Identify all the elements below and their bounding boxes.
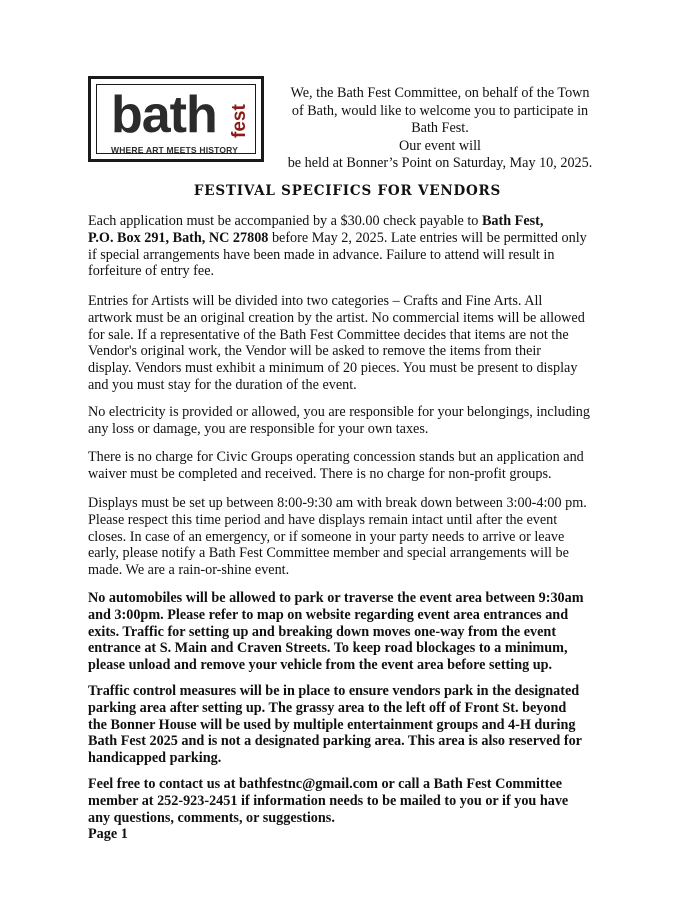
para-line: handicapped parking. — [88, 750, 222, 767]
para-line: artwork must be an original creation by the artist. No commercial items will be allowed — [88, 309, 585, 326]
para-line: please unload and remove your vehicle from the event area before setting up. — [88, 657, 553, 674]
payee-name: Bath Fest, — [481, 213, 544, 229]
welcome-intro — [276, 85, 604, 173]
logo-wordmark: bath — [111, 86, 217, 144]
para-line: for sale. If a representative of the Bath Fest Committee decides that items are not the — [88, 326, 569, 343]
intro-line: Bath Fest. — [411, 120, 469, 136]
paragraph-application-fee — [88, 213, 613, 280]
paragraph-electricity — [88, 404, 613, 438]
para-line: display. Vendors must exhibit a minimum of 20 pieces. You must be present to display — [88, 360, 578, 377]
para-line — [88, 230, 613, 247]
para-line: Entries for Artists will be divided into two categories – Crafts and Fine Arts. All — [88, 293, 543, 309]
mailing-address: P.O. Box 291, Bath, NC 27808 — [88, 229, 269, 246]
para-line: if special arrangements have been made in advance. Failure to attend will result in — [88, 246, 555, 263]
para-line: exits. Traffic for setting up and breaking down moves one-way from the event — [88, 623, 557, 640]
intro-line: We, the Bath Fest Committee, on behalf of the Town — [290, 85, 590, 101]
para-line: No electricity is provided or allowed, you are responsible for your belongings, including — [88, 404, 590, 420]
section-heading: FESTIVAL SPECIFICS FOR VENDORS — [193, 183, 502, 199]
logo-tagline: WHERE ART MEETS HISTORY — [111, 145, 239, 155]
para-line: entrance at S. Main and Craven Streets. To keep road blockages to a minimum, — [88, 640, 568, 657]
intro-line: be held at Bonner’s Point on Saturday, May 10, 2025. — [287, 155, 593, 171]
para-line: Vendor's original work, the Vendor will be asked to remove the items from their — [88, 343, 542, 360]
para-line: waiver must be completed and received. There is no charge for non-profit groups. — [88, 465, 552, 482]
para-line: any questions, comments, or suggestions. — [88, 809, 335, 826]
para-line: Traffic control measures will be in place to ensure vendors park in the designated — [88, 683, 580, 699]
para-line — [88, 213, 613, 230]
para-line: and 3:00pm. Please refer to map on website regarding event area entrances and — [88, 606, 569, 623]
logo-accent-word: fest — [229, 104, 250, 138]
para-line: closes. In case of an emergency, or if someone in your party needs to arrive or leave — [88, 528, 565, 545]
para-line: early, please notify a Bath Fest Committee member and special arrangements will be — [88, 545, 569, 562]
intro-line: of Bath, would like to welcome you to participate in — [291, 102, 589, 119]
para-line: the Bonner House will be used by multiple entertainment groups and 4-H during — [88, 716, 576, 733]
para-line: No automobiles will be allowed to park or traverse the event area between 9:30am — [88, 590, 584, 606]
paragraph-display-times — [88, 495, 613, 579]
page-number: Page 1 — [88, 826, 128, 843]
para-line: There is no charge for Civic Groups operating concession stands but an application and — [88, 449, 584, 465]
para-line: Bath Fest 2025 and is not a designated parking area. This area is also reserved for — [88, 733, 582, 750]
intro-line: Our event will — [399, 137, 481, 154]
para-line: any loss or damage, you are responsible for your own taxes. — [88, 420, 429, 437]
para-line: forfeiture of entry fee. — [88, 263, 215, 280]
paragraph-artist-entries — [88, 293, 613, 394]
para-line: Feel free to contact us at bathfestnc@gmail.com or call a Bath Fest Committee — [88, 776, 563, 792]
text-run: before May 2, 2025. Late entries will be permitted only — [268, 229, 587, 246]
paragraph-automobiles — [88, 590, 613, 674]
paragraph-traffic-control — [88, 683, 613, 767]
paragraph-civic-groups — [88, 449, 613, 483]
para-line: made. We are a rain-or-shine event. — [88, 562, 290, 579]
para-line: Please respect this time period and have displays remain intact until after the event — [88, 511, 558, 528]
bath-fest-logo — [88, 76, 264, 162]
para-line: Displays must be set up between 8:00-9:30 am with break down between 3:00-4:00 pm. — [88, 495, 587, 511]
para-line: and you must stay for the duration of the event. — [88, 376, 357, 393]
para-line: member at 252-923-2451 if information needs to be mailed to you or if you have — [88, 792, 569, 809]
text-run: Each application must be accompanied by a $30.00 check payable to — [88, 213, 482, 229]
paragraph-contact — [88, 776, 613, 843]
logo-inner-border — [96, 84, 256, 154]
para-line: parking area after setting up. The grassy area to the left off of Front St. beyond — [88, 699, 567, 716]
